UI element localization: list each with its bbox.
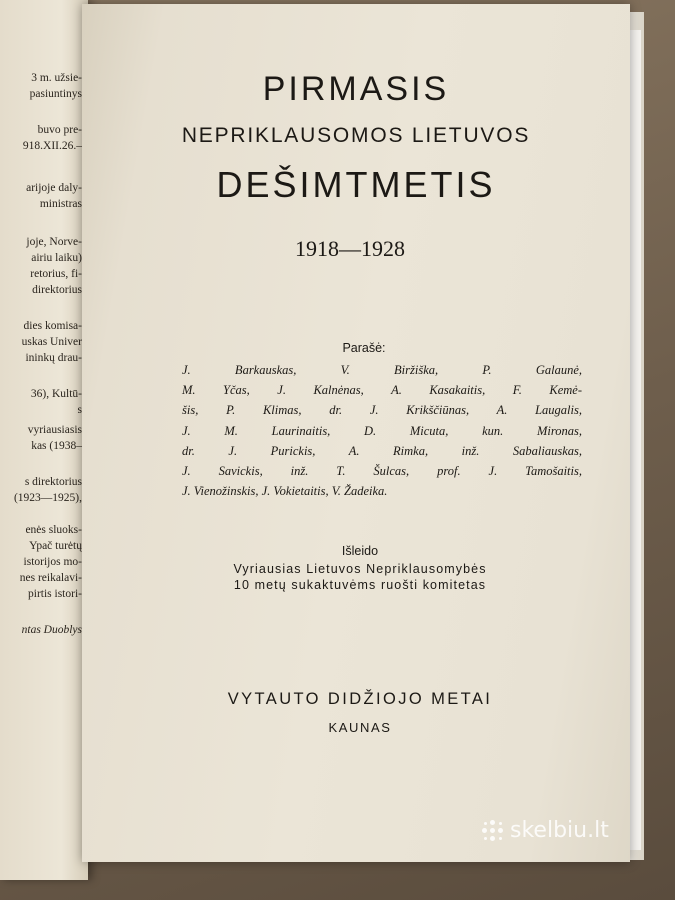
dots-logo-icon (482, 820, 504, 842)
author-line: J. Savickis, inž. T. Šulcas, prof. J. Tamošaitis, (182, 464, 582, 479)
left-page-line: enės sluoks- (25, 524, 82, 536)
authors-block (182, 360, 582, 501)
title-line-3: DEŠIMTMETIS (216, 164, 496, 205)
left-page-line: vyriausiasis (27, 424, 82, 436)
left-page-line: airiu laiku) (31, 252, 82, 264)
left-page-line: pirtis istori- (28, 588, 82, 600)
left-page-line: uskas Univer (21, 336, 82, 348)
left-page (0, 0, 88, 880)
left-page-line: istorijos mo- (23, 556, 82, 568)
written-by-label: Parašė: (342, 341, 386, 355)
title-line-1: PIRMASIS (262, 70, 450, 108)
watermark (482, 818, 609, 843)
watermark-text: skelbiu.lt (510, 818, 609, 843)
left-page-line: 918.XII.26.– (22, 140, 82, 152)
left-page-line: direktorius (32, 284, 82, 296)
years: 1918—1928 (295, 236, 405, 261)
left-page-line: dies komisa- (23, 320, 82, 332)
left-page-line: ministras (39, 198, 82, 210)
left-page-line: nes reikalavi- (19, 572, 82, 584)
left-page-line: retorius, fi- (30, 268, 82, 280)
left-page-line: (1923—1925), (13, 492, 82, 504)
left-page-line: 36), Kultū- (30, 388, 82, 400)
author-line: šis, P. Klimas, dr. J. Krikščiūnas, A. Laugalis, (182, 403, 582, 418)
published-by-label: Išleido (341, 544, 379, 558)
left-page-line: pasiuntinys (29, 88, 82, 100)
left-page-line: Ypač turėtų (29, 540, 82, 552)
left-page-line: arijoje daly- (26, 182, 82, 194)
publisher-line-1: Vyriausias Lietuvos Nepriklausomybės (233, 562, 487, 576)
title-line-2: NEPRIKLAUSOMOS LIETUVOS (181, 124, 531, 147)
left-page-line: s (77, 404, 82, 416)
author-line: M. Yčas, J. Kalnėnas, A. Kasakaitis, F. Kemė- (182, 383, 582, 398)
author-line: dr. J. Purickis, A. Rimka, inž. Sabaliauskas, (182, 443, 582, 458)
left-page-line: kas (1938– (31, 440, 82, 452)
publisher-line-2: 10 metų sukaktuvėms ruošti komitetas (233, 578, 487, 592)
left-page-line: ininkų drau- (25, 352, 82, 364)
title-page (82, 4, 630, 862)
imprint-line-1: VYTAUTO DIDŽIOJO METAI (227, 690, 493, 708)
left-page-line: buvo pre- (37, 124, 82, 136)
left-page-line: 3 m. užsie- (31, 72, 82, 84)
author-line: J. M. Laurinaitis, D. Micuta, kun. Mironas, (182, 423, 582, 438)
author-line: J. Vienožinskis, J. Vokietaitis, V. Žadeika. (182, 484, 388, 499)
left-page-line: ntas Duoblys (21, 624, 82, 636)
author-line: J. Barkauskas, V. Biržiška, P. Galaunė, (182, 363, 582, 377)
left-page-line: s direktorius (24, 476, 82, 488)
left-page-line: joje, Norve- (26, 236, 82, 248)
imprint-line-2: KAUNAS (328, 720, 392, 735)
